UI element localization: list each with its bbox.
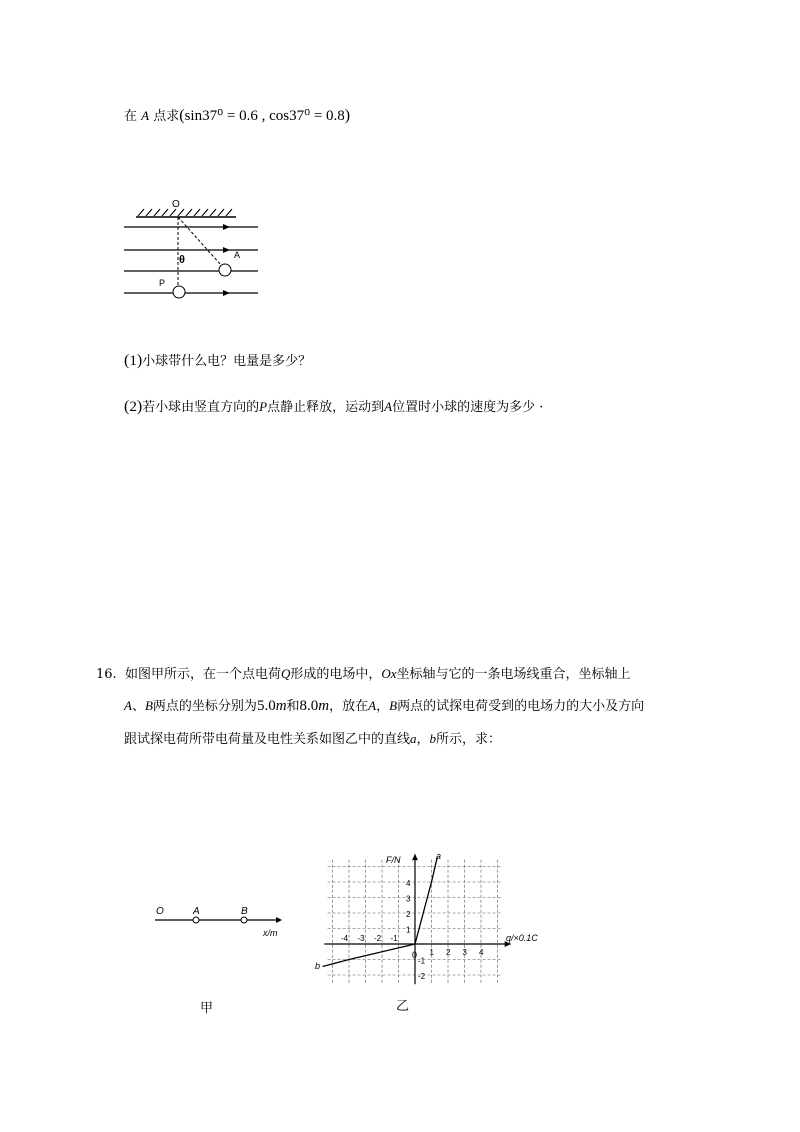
x-tick-label: -2 (374, 934, 382, 943)
trig-values: sin37⁰ = 0.6 , cos37⁰ = 0.8 (184, 108, 345, 124)
series-b-label: b (315, 961, 321, 971)
figure-yi-chart (310, 842, 570, 1027)
y-axis-label: F/N (386, 855, 401, 865)
question-1-number: 1 (129, 353, 137, 369)
label-p: P (159, 278, 166, 288)
series-line-b-extension (323, 960, 349, 967)
chart-series (323, 857, 438, 966)
y-tick-label: 2 (406, 910, 411, 919)
series-a-label: a (436, 851, 442, 861)
jia-point-b (241, 917, 247, 923)
jia-label-o: O (156, 906, 164, 917)
figure-pendulum (118, 196, 268, 306)
label-a: A (234, 250, 241, 260)
origin-label: 0 (412, 950, 418, 960)
problem-16-line-3: 跟试探电荷所带电荷量及电性关系如图乙中的直线a，b所示，求： (124, 731, 502, 747)
y-axis-arrow (412, 854, 418, 860)
point-a: A (141, 108, 150, 123)
figure-jia (145, 900, 295, 1020)
ball-a (219, 264, 231, 276)
y-tick-label: 4 (406, 879, 411, 888)
question-2-number: 2 (129, 399, 137, 415)
condition-prefix: 在 (124, 109, 138, 124)
question-2: (2)若小球由竖直方向的P点静止释放，运动到A位置时小球的速度为多少 · (124, 398, 544, 415)
ball-p (173, 286, 185, 298)
label-theta: θ (179, 254, 185, 266)
question-1-text: 小球带什么电？电量是多少？ (142, 354, 312, 369)
jia-label-b: B (241, 906, 248, 917)
x-tick-label: 3 (462, 948, 467, 957)
y-tick-label: -1 (418, 956, 426, 966)
condition-mid: 点求 (153, 109, 180, 124)
x-tick-label: 1 (429, 948, 434, 957)
label-o: O (172, 199, 180, 210)
x-tick-label: 4 (479, 948, 484, 957)
y-tick-label: -2 (418, 972, 426, 981)
yi-caption: 乙 (396, 998, 410, 1013)
jia-point-a (193, 917, 199, 923)
x-tick-label: 2 (446, 948, 451, 957)
jia-axis-label: x/m (263, 928, 278, 938)
problem-16-line-2: A、B两点的坐标分别为5.0m和8.0m，放在A，B两点的试探电荷受到的电场力的大小及方向 (124, 698, 645, 714)
y-tick-label: 3 (406, 894, 411, 904)
jia-caption: 甲 (200, 1000, 214, 1015)
x-tick-label: -1 (390, 934, 398, 943)
jia-label-a: A (193, 906, 200, 917)
x-tick-label: -4 (341, 934, 349, 943)
x-axis-label: q/×0.1C (506, 933, 538, 943)
y-tick-label: 1 (406, 925, 411, 935)
chart-ticks (341, 879, 484, 981)
x-tick-label: -3 (357, 934, 365, 943)
condition-line: 在 A 点求(sin37⁰ = 0.6 , cos37⁰ = 0.8) (124, 107, 351, 124)
question-1: (1)小球带什么电？电量是多少？ (124, 352, 312, 369)
problem-16-line-1: 16. 如图甲所示，在一个点电荷Q形成的电场中，Ox坐标轴与它的一条电场线重合，坐标轴上 (96, 666, 631, 682)
problem-number: 16. (96, 667, 117, 682)
